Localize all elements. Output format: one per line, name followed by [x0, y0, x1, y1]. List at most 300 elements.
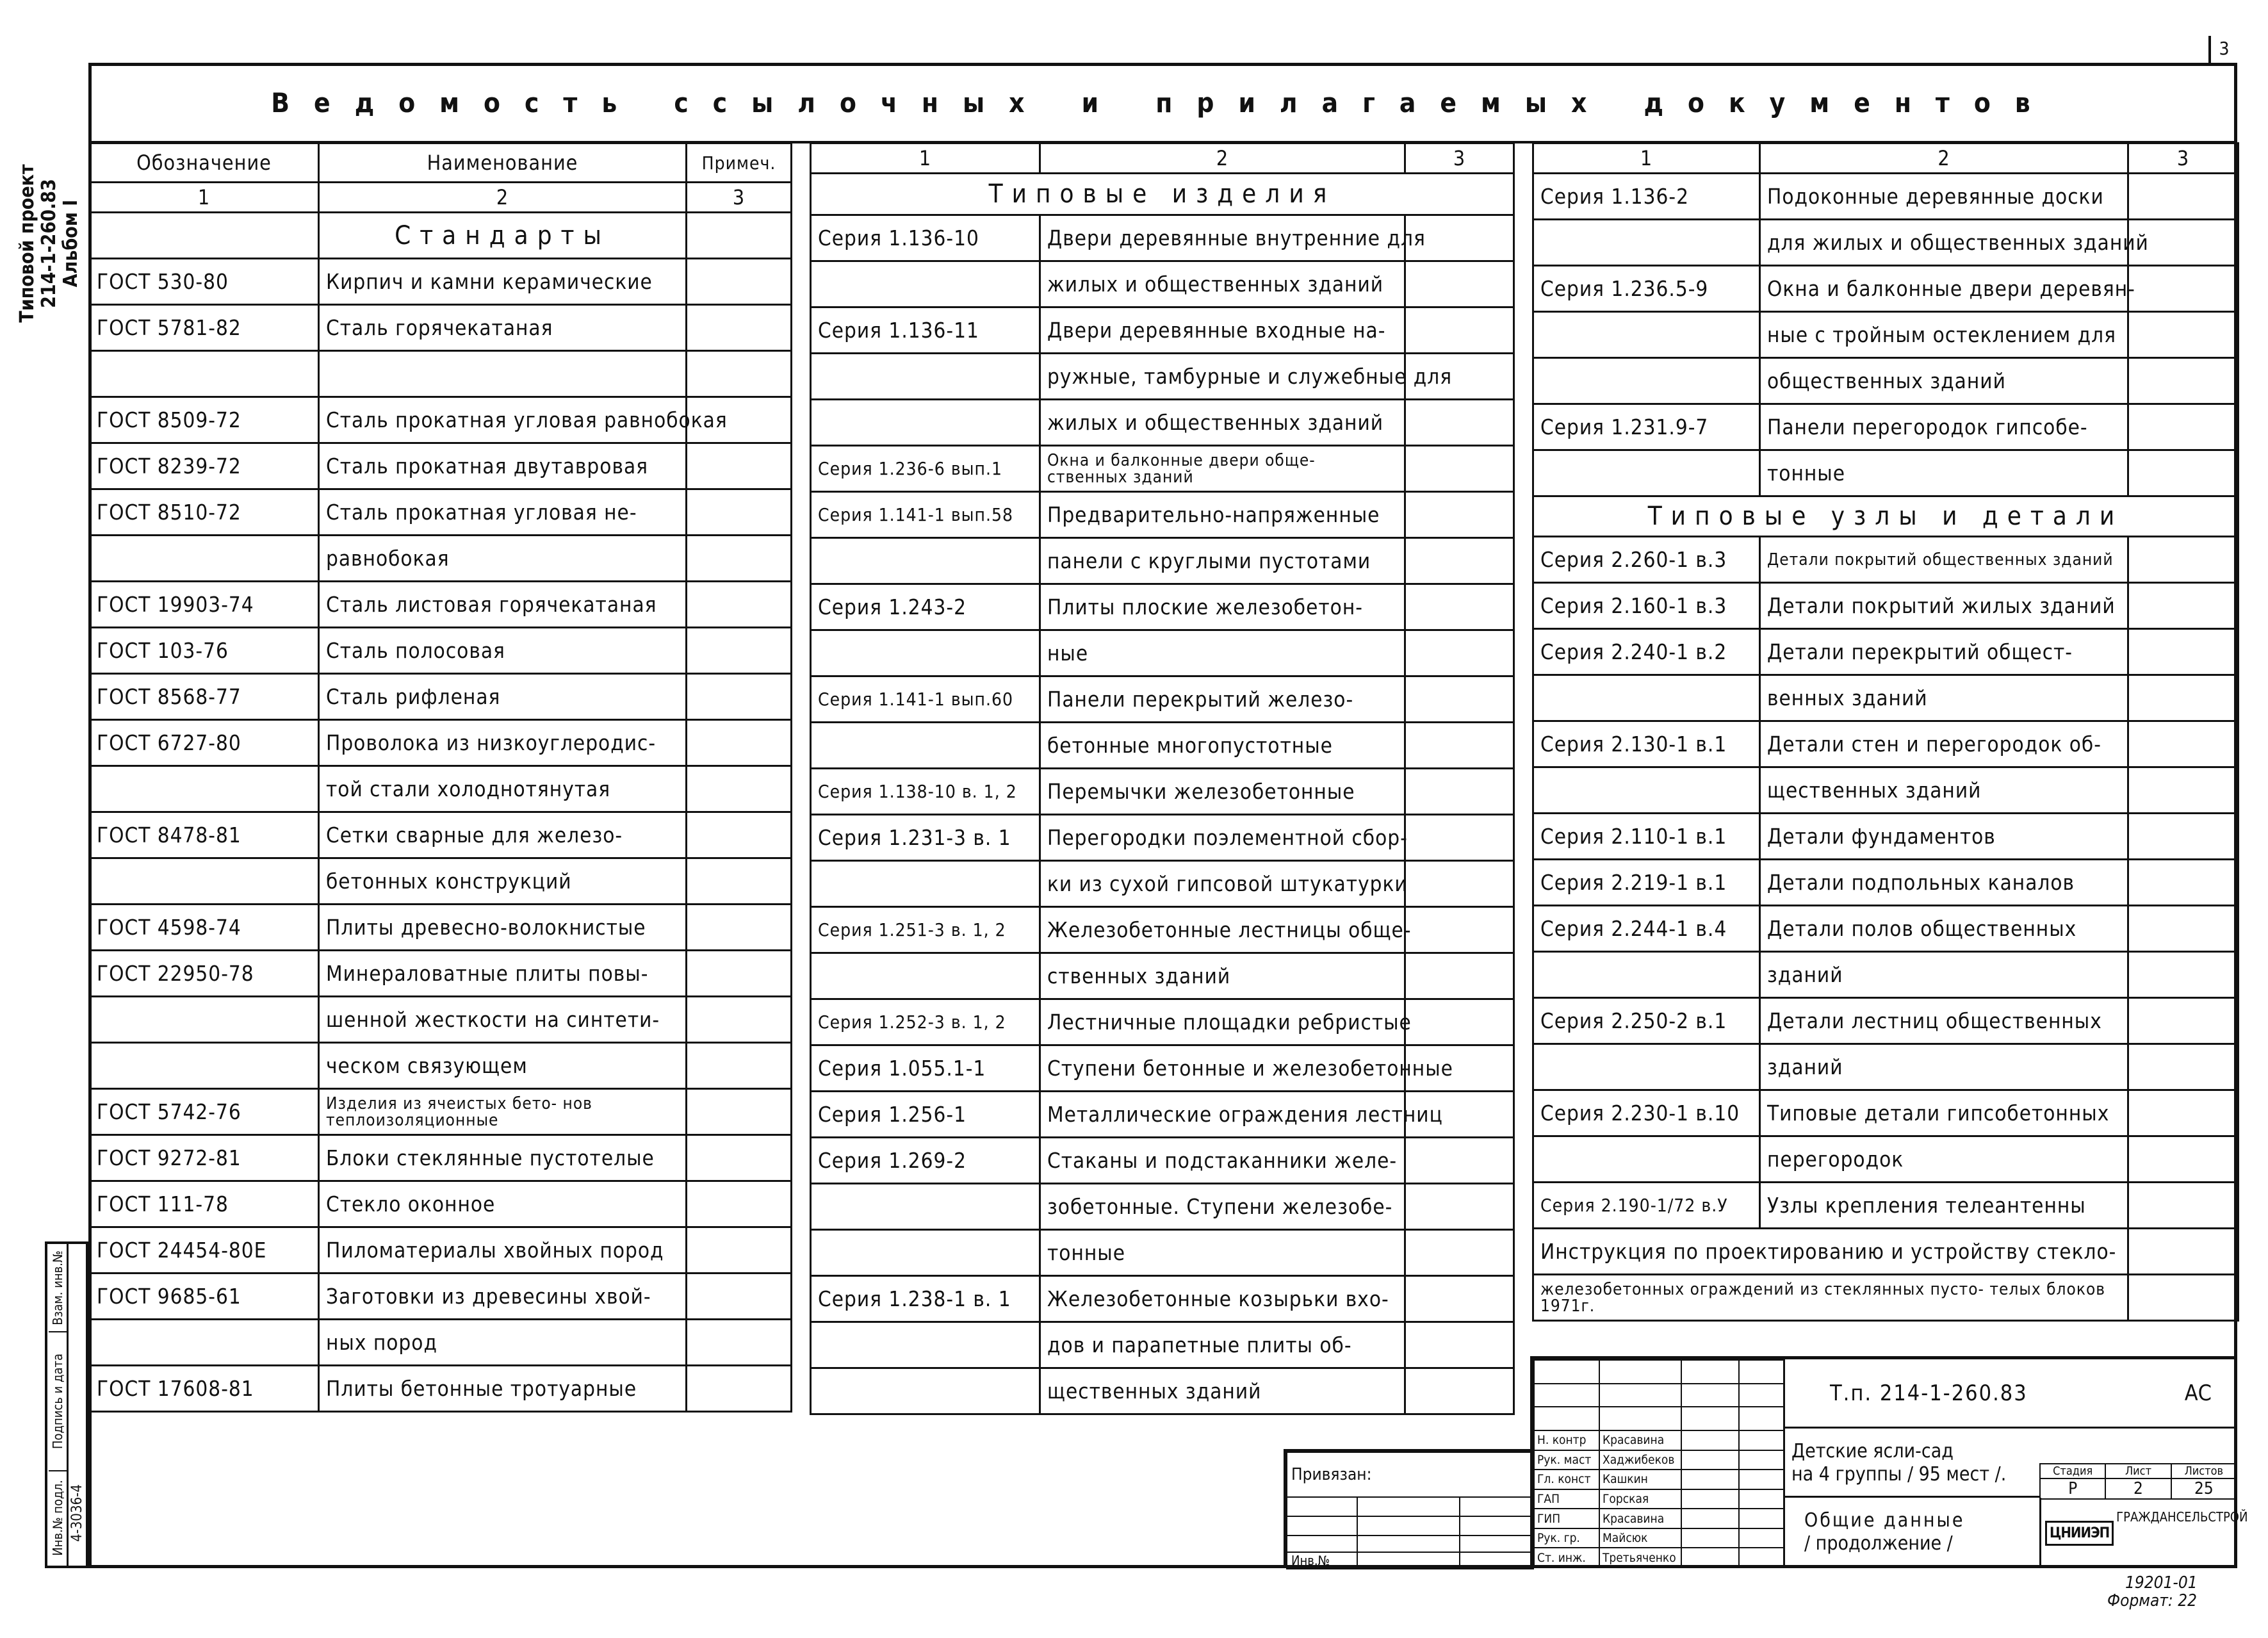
- side-label-line3: Альбом I: [60, 199, 82, 288]
- designation-cell: Серия 1.141-1 вып.60: [811, 676, 1040, 723]
- name-cell: Детали полов общественных: [1760, 906, 2128, 952]
- role-cell: Рук. гр.: [1534, 1528, 1599, 1548]
- note-cell: [1405, 1138, 1514, 1184]
- designation-cell: ГОСТ 5742-76: [90, 1089, 319, 1135]
- designation-cell: [1533, 1044, 1760, 1090]
- format-label: Формат: 22: [2107, 1591, 2197, 1610]
- note-cell: [2128, 1090, 2239, 1136]
- table-row: [1533, 675, 2239, 721]
- table-row: [90, 1320, 792, 1366]
- table-row: [1533, 721, 2239, 767]
- role-cell: ГИП: [1534, 1509, 1599, 1528]
- name-cell: Перемычки железобетонные: [1040, 769, 1405, 815]
- name-cell: Ступени бетонные и железобетонные: [1040, 1045, 1405, 1092]
- note-cell: [2128, 906, 2239, 952]
- note-cell: [687, 443, 792, 489]
- org-logo: ЦНИИЭП: [2045, 1521, 2114, 1546]
- table-row: [1533, 952, 2239, 998]
- t3-section-title: Типовые узлы и детали: [1533, 496, 2239, 537]
- strip-cell-inv: Инв.№ подл.: [49, 1470, 67, 1564]
- note-cell: [2128, 814, 2239, 860]
- designation-cell: Серия 2.240-1 в.2: [1533, 629, 1760, 675]
- note-cell: [2128, 174, 2239, 220]
- table-row: [1533, 1136, 2239, 1183]
- note-cell: [1405, 769, 1514, 815]
- designation-cell: ГОСТ 8509-72: [90, 397, 319, 443]
- table-row: [811, 354, 1514, 400]
- note-cell: [687, 858, 792, 905]
- table-row: [90, 305, 792, 351]
- designation-cell: Серия 2.244-1 в.4: [1533, 906, 1760, 952]
- note-cell: [687, 1366, 792, 1412]
- designation-cell: Серия 2.190-1/72 в.У: [1533, 1183, 1760, 1229]
- designation-cell: Серия 1.231.9-7: [1533, 404, 1760, 450]
- name-cell: Сталь полосовая: [319, 628, 687, 674]
- stamp-code-row: [1783, 1359, 2237, 1429]
- name-cell: зобетонные. Ступени железобе-: [1040, 1184, 1405, 1230]
- name-cell: дов и парапетные плиты об-: [1040, 1322, 1405, 1368]
- note-cell: [1405, 446, 1514, 492]
- designation-cell: [811, 261, 1040, 307]
- name-cell: Плиты плоские железобетон-: [1040, 584, 1405, 630]
- doc-number: 19201-01: [2125, 1573, 2198, 1593]
- designation-cell: [811, 1322, 1040, 1368]
- table-row: [90, 1366, 792, 1412]
- table-row: [90, 443, 792, 489]
- designation-cell: ГОСТ 9272-81: [90, 1135, 319, 1181]
- note-cell: [687, 1135, 792, 1181]
- sheet-title1: Общие данные: [1804, 1509, 1965, 1532]
- designation-cell: Серия 1.136-11: [811, 307, 1040, 354]
- t3-note1: Инструкция по проектированию и устройству стекло-: [1533, 1229, 2128, 1275]
- designation-cell: ГОСТ 9685-61: [90, 1274, 319, 1320]
- name-cell: жилых и общественных зданий: [1040, 400, 1405, 446]
- note-cell: [1405, 953, 1514, 999]
- note-cell: [2128, 767, 2239, 814]
- date-cell: [1739, 1470, 1784, 1489]
- designation-cell: ГОСТ 8510-72: [90, 489, 319, 536]
- name-cell: тонные: [1040, 1230, 1405, 1276]
- role-cell: Гл. конст: [1534, 1470, 1599, 1489]
- object-line2: на 4 группы / 95 мест /.: [1791, 1463, 2007, 1486]
- name-cell: Двери деревянные входные на-: [1040, 307, 1405, 354]
- note-cell: [1405, 999, 1514, 1045]
- name-cell: щественных зданий: [1760, 767, 2128, 814]
- table-row: [1533, 174, 2239, 220]
- designation-cell: Серия 2.250-2 в.1: [1533, 998, 1760, 1044]
- note-cell: [687, 766, 792, 812]
- t3-colnum: 3: [2128, 143, 2239, 174]
- table-row: [811, 261, 1514, 307]
- t1-header-note: Примеч.: [687, 143, 792, 183]
- table-row: [90, 489, 792, 536]
- side-label-line1: Типовой проект: [16, 164, 38, 323]
- note-cell: [687, 720, 792, 766]
- table-row: [90, 397, 792, 443]
- table-row: [90, 536, 792, 582]
- note-cell: [687, 259, 792, 305]
- note-cell: [1405, 630, 1514, 676]
- table-row: [811, 676, 1514, 723]
- designation-cell: [90, 858, 319, 905]
- table-row: [90, 905, 792, 951]
- name-cell: Минераловатные плиты повы-: [319, 951, 687, 997]
- note-cell: [687, 1320, 792, 1366]
- note-cell: [2128, 537, 2239, 583]
- designation-cell: [1533, 767, 1760, 814]
- name-cell: Кирпич и камни керамические: [319, 259, 687, 305]
- signature-cell: [1681, 1470, 1739, 1489]
- note-cell: [1405, 861, 1514, 907]
- name-cell: Сталь прокатная угловая равнобокая: [319, 397, 687, 443]
- signature-row: [1534, 1548, 1784, 1568]
- table-typical-products: [810, 142, 1515, 1415]
- t1-header-name: Наименование: [319, 143, 687, 183]
- designation-cell: [90, 1320, 319, 1366]
- designation-cell: ГОСТ 8568-77: [90, 674, 319, 720]
- note-cell: [2128, 998, 2239, 1044]
- table-row: [1533, 998, 2239, 1044]
- name-cell: ных пород: [319, 1320, 687, 1366]
- designation-cell: ГОСТ 8239-72: [90, 443, 319, 489]
- t1-colnum: 3: [687, 183, 792, 213]
- name-cell: Стекло оконное: [319, 1181, 687, 1227]
- note-cell: [2128, 860, 2239, 906]
- name-cell: Сталь рифленая: [319, 674, 687, 720]
- table-row: [811, 215, 1514, 261]
- person-cell: Хаджибеков: [1599, 1450, 1681, 1470]
- note-cell: [687, 536, 792, 582]
- name-cell: Плиты древесно-волокнистые: [319, 905, 687, 951]
- designation-cell: Серия 1.136-2: [1533, 174, 1760, 220]
- designation-cell: [1533, 450, 1760, 496]
- name-cell: Панели перегородок гипсобе-: [1760, 404, 2128, 450]
- table-row: [1533, 583, 2239, 629]
- sheets-value: 25: [2171, 1478, 2237, 1499]
- object-line1: Детские ясли-сад: [1791, 1440, 1954, 1462]
- designation-cell: [90, 351, 319, 397]
- stamp-object: [1783, 1429, 2039, 1498]
- designation-cell: Серия 2.230-1 в.10: [1533, 1090, 1760, 1136]
- designation-cell: ГОСТ 17608-81: [90, 1366, 319, 1412]
- page-title: Ведомость ссылочных и прилагаемых документов: [271, 87, 2055, 119]
- designation-cell: Серия 1.256-1: [811, 1092, 1040, 1138]
- name-cell: зданий: [1760, 952, 2128, 998]
- note-cell: [2128, 1136, 2239, 1183]
- table-row: [811, 446, 1514, 492]
- name-cell: общественных зданий: [1760, 358, 2128, 404]
- table-row: [811, 1138, 1514, 1184]
- name-cell: Пиломатериалы хвойных пород: [319, 1227, 687, 1274]
- t3-colnum: 2: [1760, 143, 2128, 174]
- table-row: [1533, 450, 2239, 496]
- date-cell: [1739, 1450, 1784, 1470]
- table-row: [811, 723, 1514, 769]
- table-row: [1533, 1183, 2239, 1229]
- name-cell: Сетки сварные для железо-: [319, 812, 687, 858]
- note-cell: [687, 489, 792, 536]
- note-cell: [687, 1274, 792, 1320]
- name-cell: Панели перекрытий железо-: [1040, 676, 1405, 723]
- role-cell: Рук. маст: [1534, 1450, 1599, 1470]
- name-cell: Подоконные деревянные доски: [1760, 174, 2128, 220]
- name-cell: ки из сухой гипсовой штукатурки: [1040, 861, 1405, 907]
- note-cell: [687, 1227, 792, 1274]
- signature-cell: [1681, 1528, 1739, 1548]
- designation-cell: Серия 2.219-1 в.1: [1533, 860, 1760, 906]
- stage-value: Р: [2040, 1478, 2105, 1499]
- name-cell: венных зданий: [1760, 675, 2128, 721]
- table-row: [811, 1368, 1514, 1414]
- name-cell: Детали покрытий жилых зданий: [1760, 583, 2128, 629]
- designation-cell: Серия 1.141-1 вып.58: [811, 492, 1040, 538]
- table-row: [811, 953, 1514, 999]
- signature-cell: [1681, 1430, 1739, 1450]
- table-row: [811, 815, 1514, 861]
- name-cell: шенной жесткости на синтети-: [319, 997, 687, 1043]
- table-row: [1533, 537, 2239, 583]
- table-row: [811, 492, 1514, 538]
- table-row: [90, 1135, 792, 1181]
- stamp-mark: АС: [2184, 1380, 2212, 1406]
- note-cell: [2128, 450, 2239, 496]
- role-cell: Н. контр: [1534, 1430, 1599, 1450]
- table-row: [811, 307, 1514, 354]
- note-cell: [1405, 261, 1514, 307]
- signature-row: [1534, 1509, 1784, 1528]
- designation-cell: [811, 723, 1040, 769]
- person-cell: Горская: [1599, 1489, 1681, 1509]
- note-cell: [1405, 1322, 1514, 1368]
- table-row: [1533, 266, 2239, 312]
- privyazan-label: Привязан:: [1287, 1452, 1533, 1497]
- note-cell: [1405, 538, 1514, 584]
- name-cell: Заготовки из древесины хвой-: [319, 1274, 687, 1320]
- table-row: [1533, 1090, 2239, 1136]
- person-cell: Третьяченко: [1599, 1548, 1681, 1568]
- table-row: [811, 1184, 1514, 1230]
- designation-cell: Серия 1.138-10 в. 1, 2: [811, 769, 1040, 815]
- note-cell: [1405, 492, 1514, 538]
- table-row: [811, 769, 1514, 815]
- sheet-title2: / продолжение /: [1804, 1532, 1953, 1555]
- note-cell: [2128, 1183, 2239, 1229]
- designation-cell: ГОСТ 103-76: [90, 628, 319, 674]
- signature-grid: [1533, 1359, 1784, 1568]
- sheet-number-box: [2208, 36, 2237, 65]
- designation-cell: [811, 400, 1040, 446]
- signature-row: [1534, 1489, 1784, 1509]
- table-row: [1533, 1044, 2239, 1090]
- table-row: [90, 351, 792, 397]
- name-cell: Сталь прокатная двутавровая: [319, 443, 687, 489]
- note-cell: [1405, 307, 1514, 354]
- name-cell: Лестничные площадки ребристые: [1040, 999, 1405, 1045]
- note-cell: [1405, 815, 1514, 861]
- stage-label: Стадия: [2040, 1464, 2105, 1478]
- designation-cell: [90, 997, 319, 1043]
- name-cell: бетонные многопустотные: [1040, 723, 1405, 769]
- designation-cell: Серия 2.130-1 в.1: [1533, 721, 1760, 767]
- designation-cell: ГОСТ 6727-80: [90, 720, 319, 766]
- table-row: [811, 584, 1514, 630]
- table-row: [811, 907, 1514, 953]
- designation-cell: [1533, 358, 1760, 404]
- table-row: [90, 628, 792, 674]
- table-row: [90, 951, 792, 997]
- signature-row: [1534, 1470, 1784, 1489]
- t2-colnum: 2: [1040, 143, 1405, 174]
- note-cell: [1405, 1184, 1514, 1230]
- designation-cell: [811, 354, 1040, 400]
- signature-row: [1534, 1528, 1784, 1548]
- designation-cell: Серия 1.243-2: [811, 584, 1040, 630]
- name-cell: Плиты бетонные тротуарные: [319, 1366, 687, 1412]
- name-cell: Железобетонные козырьки вхо-: [1040, 1276, 1405, 1322]
- designation-cell: [811, 630, 1040, 676]
- sheets-label: Листов: [2171, 1464, 2237, 1478]
- designation-cell: Серия 1.136-10: [811, 215, 1040, 261]
- side-label-line2: 214-1-260.83: [38, 179, 60, 308]
- designation-cell: [90, 766, 319, 812]
- privyazan-block: [1284, 1449, 1530, 1568]
- privyazan-inv: Инв.№: [1287, 1552, 1357, 1569]
- name-cell: Окна и балконные двери обще- ственных зданий: [1040, 446, 1405, 492]
- note-cell: [687, 1181, 792, 1227]
- t1-body: [90, 259, 792, 1412]
- name-cell: Детали стен и перегородок об-: [1760, 721, 2128, 767]
- note-cell: [687, 351, 792, 397]
- note-cell: [687, 1043, 792, 1089]
- signature-row: [1534, 1430, 1784, 1450]
- title-block: [1530, 1356, 2248, 1568]
- signature-cell: [1681, 1548, 1739, 1568]
- table-row: [90, 858, 792, 905]
- designation-cell: ГОСТ 5781-82: [90, 305, 319, 351]
- table-row: [811, 538, 1514, 584]
- role-cell: ГАП: [1534, 1489, 1599, 1509]
- date-cell: [1739, 1528, 1784, 1548]
- designation-cell: [1533, 312, 1760, 358]
- designation-cell: [811, 538, 1040, 584]
- table-standards: [88, 142, 792, 1413]
- table-row: [811, 999, 1514, 1045]
- designation-cell: [811, 1368, 1040, 1414]
- name-cell: ческом связующем: [319, 1043, 687, 1089]
- table-row: [811, 861, 1514, 907]
- designation-cell: Серия 2.160-1 в.3: [1533, 583, 1760, 629]
- name-cell: Проволока из низкоуглеродис-: [319, 720, 687, 766]
- date-cell: [1739, 1430, 1784, 1450]
- sheet-value: 2: [2105, 1478, 2171, 1499]
- designation-cell: [811, 953, 1040, 999]
- date-cell: [1739, 1548, 1784, 1568]
- name-cell: ные: [1040, 630, 1405, 676]
- designation-cell: ГОСТ 4598-74: [90, 905, 319, 951]
- name-cell: Окна и балконные двери деревян-: [1760, 266, 2128, 312]
- name-cell: Детали фундаментов: [1760, 814, 2128, 860]
- table-row: [811, 400, 1514, 446]
- name-cell: ственных зданий: [1040, 953, 1405, 999]
- designation-cell: Серия 1.055.1-1: [811, 1045, 1040, 1092]
- designation-cell: Серия 1.252-3 в. 1, 2: [811, 999, 1040, 1045]
- note-cell: [1405, 400, 1514, 446]
- name-cell: Стаканы и подстаканники желе-: [1040, 1138, 1405, 1184]
- table-row: [90, 720, 792, 766]
- name-cell: тонные: [1760, 450, 2128, 496]
- name-cell: Детали покрытий общественных зданий: [1760, 537, 2128, 583]
- strip-cell-replace: Взам. инв.№: [50, 1250, 65, 1325]
- strip-cell-sign: Подпись и дата: [49, 1331, 67, 1470]
- note-cell: [2128, 629, 2239, 675]
- note-cell: [687, 674, 792, 720]
- table-row: [1533, 404, 2239, 450]
- signature-cell: [1681, 1509, 1739, 1528]
- table-row: [90, 1043, 792, 1089]
- note-cell: [687, 951, 792, 997]
- person-cell: Красавина: [1599, 1430, 1681, 1450]
- strip-inv-value: 4-3036-4: [69, 1484, 85, 1542]
- org-block: [2039, 1498, 2248, 1568]
- signature-row: [1534, 1450, 1784, 1470]
- table-row: [90, 997, 792, 1043]
- table-row: [1533, 358, 2239, 404]
- name-cell: равнобокая: [319, 536, 687, 582]
- table-row: [90, 1227, 792, 1274]
- name-cell: Сталь горячекатаная: [319, 305, 687, 351]
- table-row: [90, 259, 792, 305]
- table-row: [1533, 814, 2239, 860]
- table-row: [811, 1092, 1514, 1138]
- table-row: [90, 1274, 792, 1320]
- name-cell: Детали подпольных каналов: [1760, 860, 2128, 906]
- name-cell: Сталь листовая горячекатаная: [319, 582, 687, 628]
- designation-cell: [811, 1184, 1040, 1230]
- signature-cell: [1681, 1450, 1739, 1470]
- name-cell: Сталь прокатная угловая не-: [319, 489, 687, 536]
- table-units-details: [1532, 142, 2239, 1322]
- table-row: [1533, 220, 2239, 266]
- t1-colnum: 2: [319, 183, 687, 213]
- title-row: [88, 63, 2237, 143]
- designation-cell: [1533, 1136, 1760, 1183]
- sheet-label: Лист: [2105, 1464, 2171, 1478]
- designation-cell: Серия 1.236-6 вып.1: [811, 446, 1040, 492]
- table-row: [1533, 906, 2239, 952]
- table-row: [811, 1322, 1514, 1368]
- name-cell: той стали холоднотянутая: [319, 766, 687, 812]
- table-row: [90, 582, 792, 628]
- designation-cell: Серия 1.238-1 в. 1: [811, 1276, 1040, 1322]
- name-cell: [319, 351, 687, 397]
- table-row: [90, 812, 792, 858]
- note-cell: [2128, 358, 2239, 404]
- name-cell: жилых и общественных зданий: [1040, 261, 1405, 307]
- designation-cell: Серия 1.231-3 в. 1: [811, 815, 1040, 861]
- note-cell: [687, 1089, 792, 1135]
- sheet-number: 3: [2219, 38, 2230, 59]
- designation-cell: Серия 1.251-3 в. 1, 2: [811, 907, 1040, 953]
- name-cell: перегородок: [1760, 1136, 2128, 1183]
- date-cell: [1739, 1489, 1784, 1509]
- t1-header-designation: Обозначение: [90, 143, 319, 183]
- table-row: [90, 766, 792, 812]
- table-row: [811, 1045, 1514, 1092]
- note-cell: [2128, 952, 2239, 998]
- table-row: [1533, 312, 2239, 358]
- t2-colnum: 1: [811, 143, 1040, 174]
- designation-cell: [811, 1230, 1040, 1276]
